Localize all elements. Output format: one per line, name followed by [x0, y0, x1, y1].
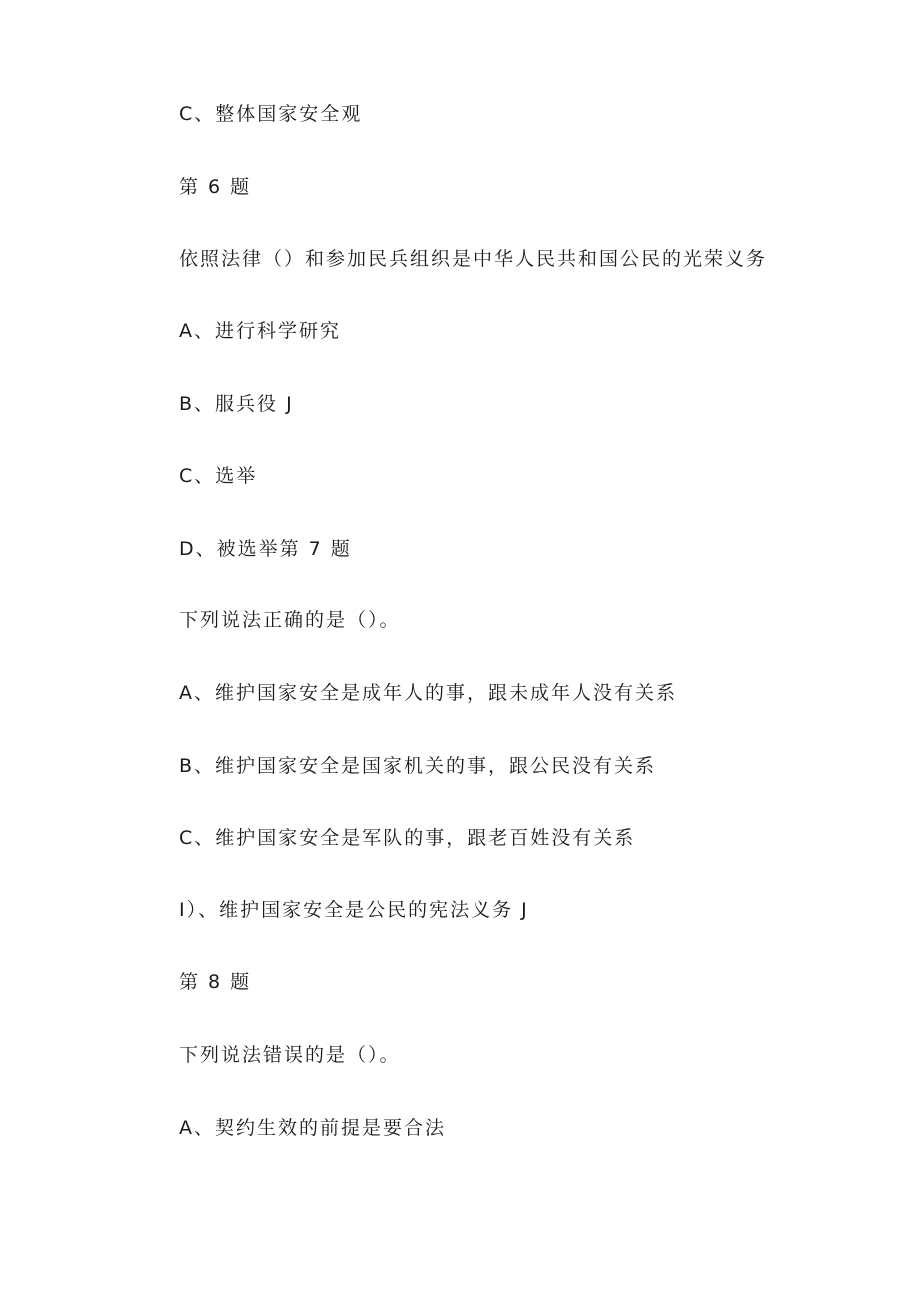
option-c-q6: C、选举	[179, 465, 258, 487]
option-a-q7: A、维护国家安全是成年人的事，跟未成年人没有关系	[179, 682, 677, 704]
question-6-heading: 第 6 题	[179, 176, 252, 198]
option-b-q6: B、服兵役 J	[179, 393, 294, 415]
question-7-text: 下列说法正确的是（）。	[179, 609, 401, 631]
option-d-q6-and-question-7-heading: D、被选举第 7 题	[179, 538, 352, 560]
option-d-q7: I）、维护国家安全是公民的宪法义务 J	[179, 899, 529, 921]
question-8-heading: 第 8 题	[179, 971, 252, 993]
option-c-q7: C、维护国家安全是军队的事，跟老百姓没有关系	[179, 827, 636, 849]
question-8-text: 下列说法错误的是（）。	[179, 1044, 401, 1066]
question-6-text: 依照法律（）和参加民兵组织是中华人民共和国公民的光荣义务	[179, 248, 768, 270]
option-c-q5: C、整体国家安全观	[179, 103, 363, 125]
option-a-q8: A、契约生效的前提是要合法	[179, 1117, 446, 1139]
option-a-q6: A、进行科学研究	[179, 320, 341, 342]
option-b-q7: B、维护国家安全是国家机关的事，跟公民没有关系	[179, 755, 657, 777]
